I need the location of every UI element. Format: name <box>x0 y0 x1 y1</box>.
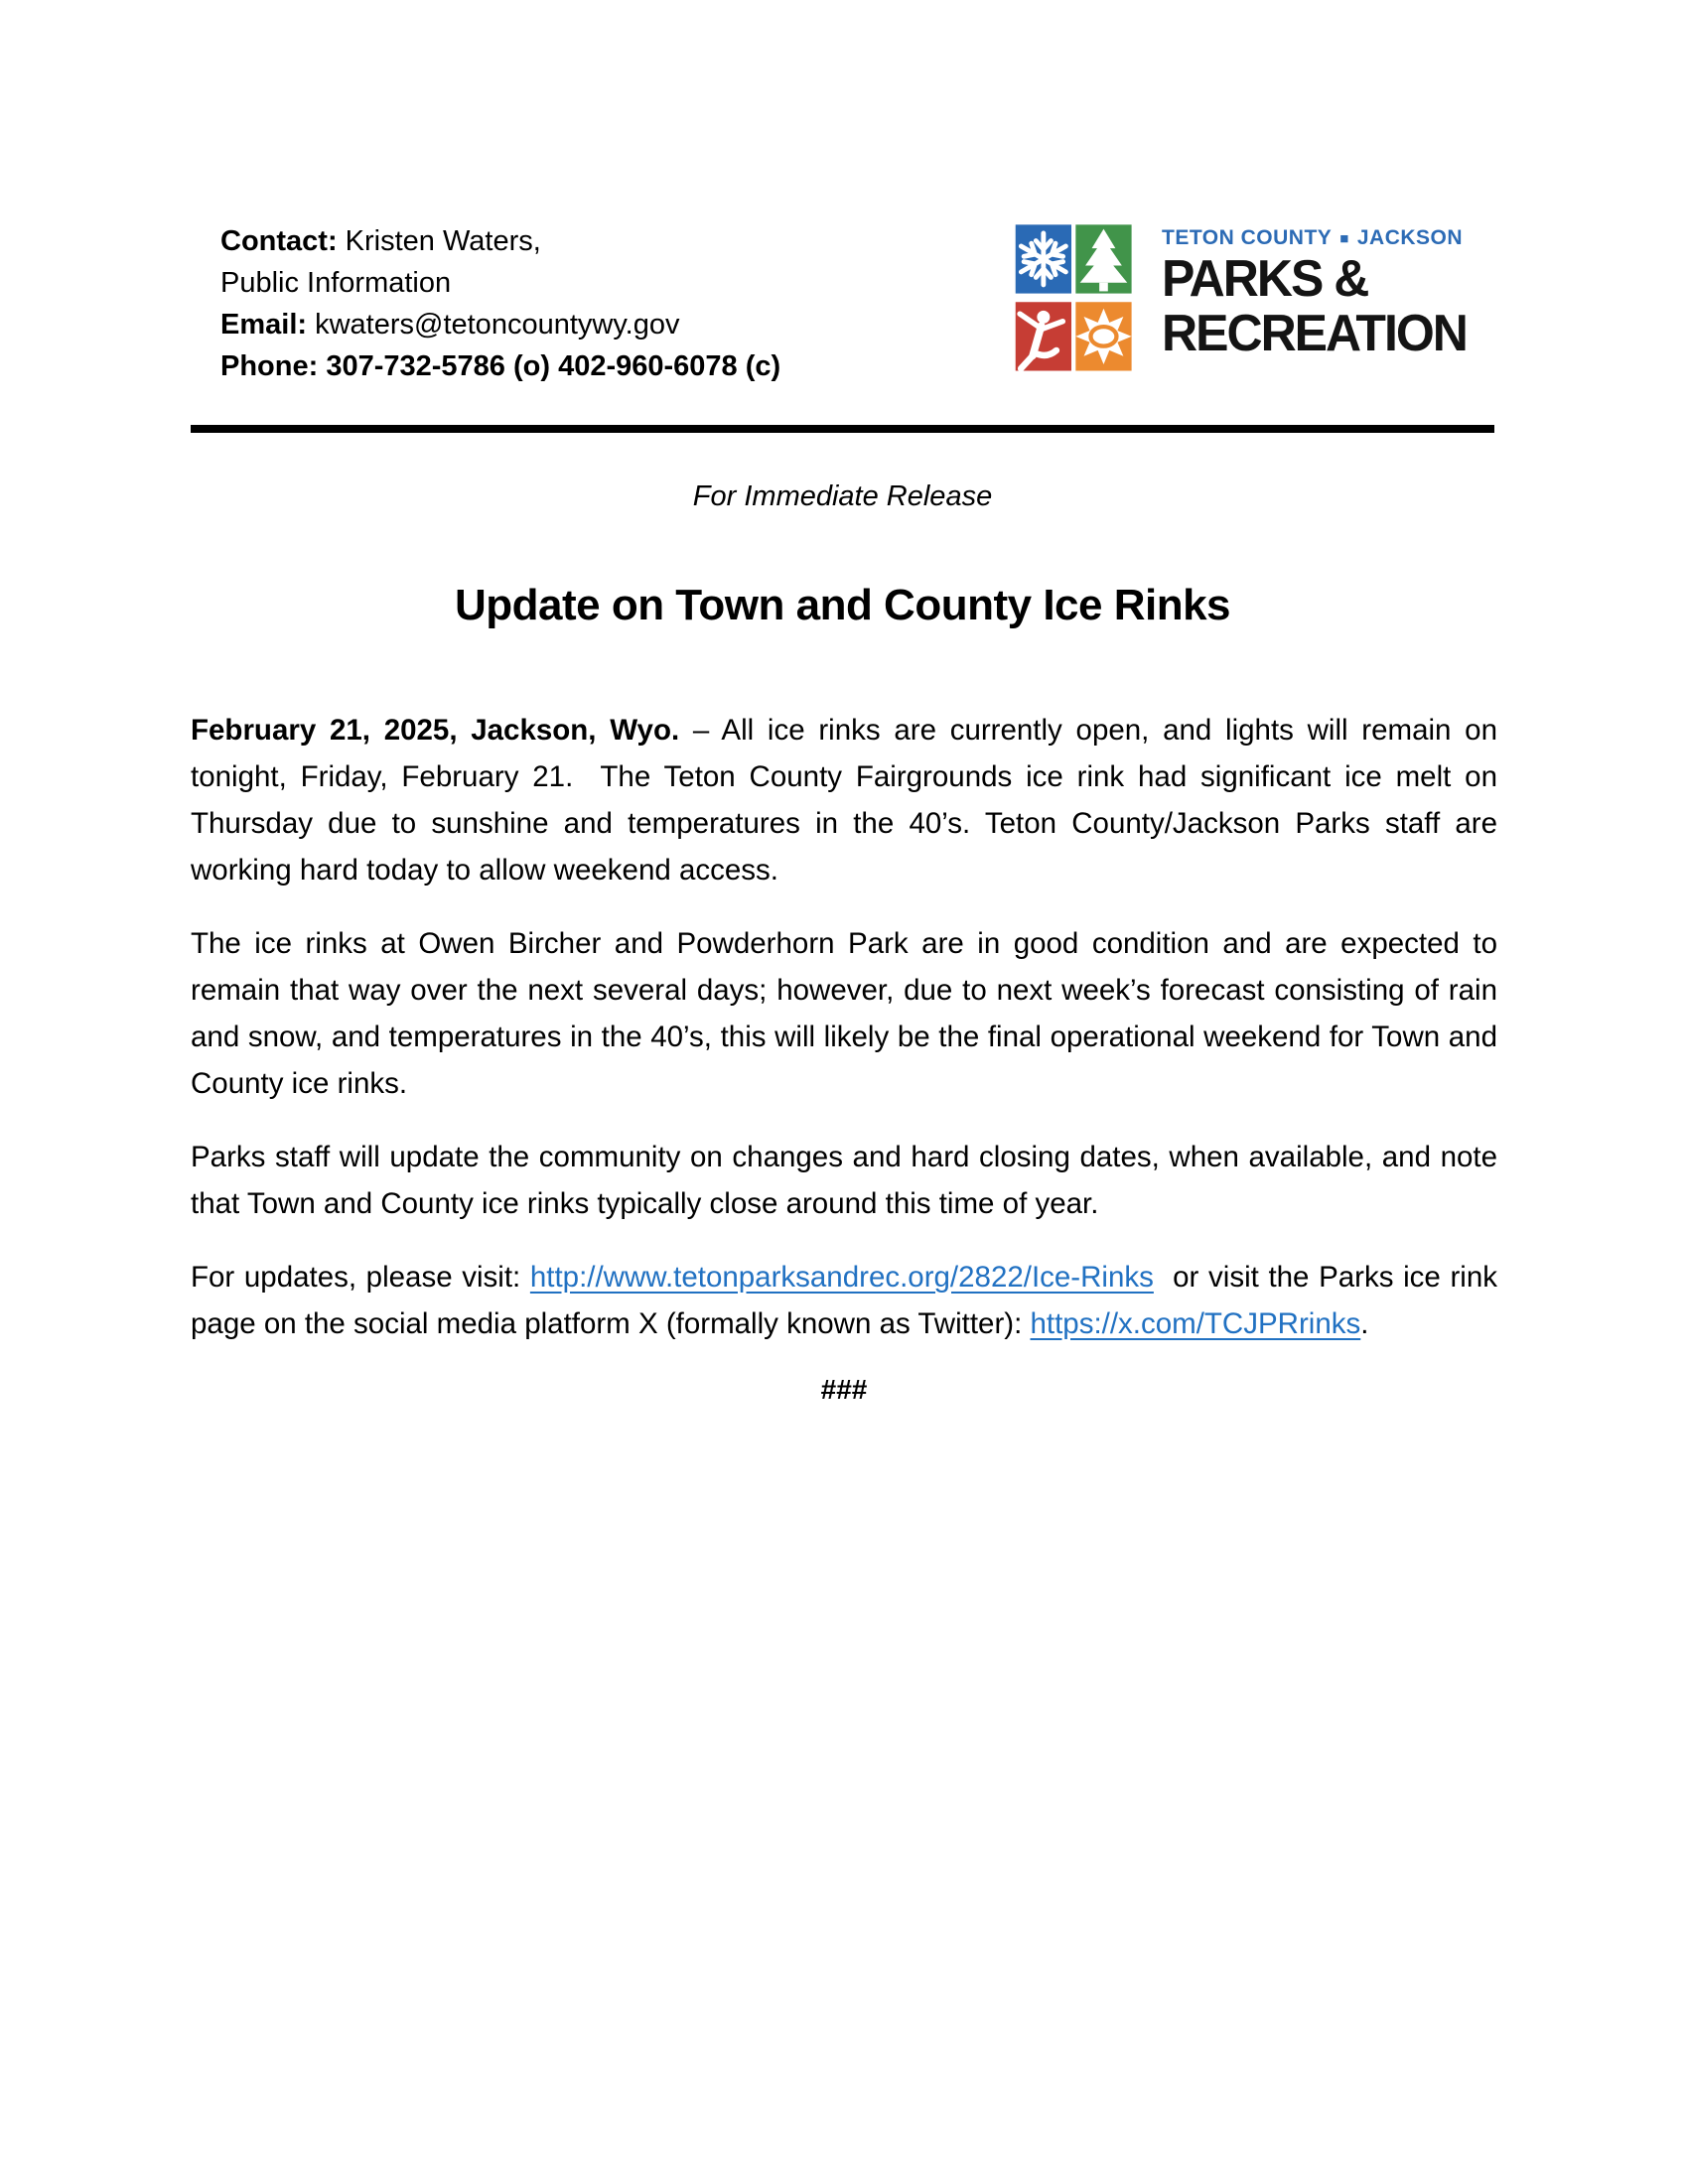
dateline: February 21, 2025, Jackson, Wyo. <box>191 714 680 747</box>
contact-role-line: Public Information <box>220 267 452 299</box>
paragraph-3: Parks staff will update the community on changes and hard closing dates, when available, and note that Town and County ice rinks typically close around this time of year. <box>191 1141 1506 1220</box>
logo-title-parks: PARKS & <box>1162 248 1368 308</box>
contact-name: Kristen Waters, <box>337 225 541 257</box>
sun-icon <box>1075 309 1131 364</box>
logo-tagline-town: JACKSON <box>1356 226 1464 249</box>
page-title: Update on Town and County Ice Rinks <box>454 581 1231 629</box>
logo-title-recreation: RECREATION <box>1162 303 1467 362</box>
paragraph-2: The ice rinks at Owen Bircher and Powderhorn Park are in good condition and are expected to remain that way over the next several days; however, due to next week’s forecast consisting of rain and snow, and temperatures in the 40’s, this will likely be the final operational weekend for Town and County ice rinks. <box>191 927 1506 1100</box>
contact-phone-line: Phone: 307-732-5786 (o) 402-960-6078 (c) <box>220 350 781 382</box>
contact-label: Contact: <box>220 225 338 257</box>
email-label: Email: <box>220 309 308 341</box>
x-twitter-link[interactable]: https://x.com/TCJPRrinks <box>1030 1307 1361 1340</box>
contact-name-line <box>220 220 780 262</box>
paragraph-1 <box>191 707 1506 893</box>
ice-rinks-link[interactable]: http://www.tetonparksandrec.org/2822/Ice-Rinks <box>529 1261 1154 1294</box>
contact-email-line <box>220 304 780 345</box>
logo-tagline-county: TETON COUNTY <box>1162 226 1333 249</box>
end-mark: ### <box>820 1374 868 1405</box>
logo-mark <box>993 220 1150 377</box>
square-bullet-icon: ■ <box>1339 229 1349 247</box>
logo-text <box>1162 220 1467 362</box>
parks-recreation-logo <box>993 220 1467 377</box>
paragraph-1-text: – All ice rinks are currently open, and lights will remain on tonight, Friday, February 21. The Teton County Fairgrounds ice rink had significant ice melt on Thursday due to sunshine and temperatures in the 40’s. Teton County/Jackson Parks staff are working hard today to allow weekend access. <box>191 714 1506 887</box>
header-divider <box>191 425 1494 433</box>
paragraph-4-period: . <box>1360 1307 1369 1340</box>
release-notice: For Immediate Release <box>692 480 993 512</box>
contact-block <box>220 220 780 387</box>
paragraph-4-lead: For updates, please visit: <box>191 1261 530 1294</box>
logo-tagline <box>1162 226 1467 250</box>
release-body <box>191 707 1506 1406</box>
paragraph-4 <box>191 1254 1506 1347</box>
paragraph-4-middle: or visit the Parks ice rink page on the social media platform X (formally known as Twitter): <box>191 1261 1506 1340</box>
email-value: kwaters@tetoncountywy.gov <box>307 309 680 341</box>
